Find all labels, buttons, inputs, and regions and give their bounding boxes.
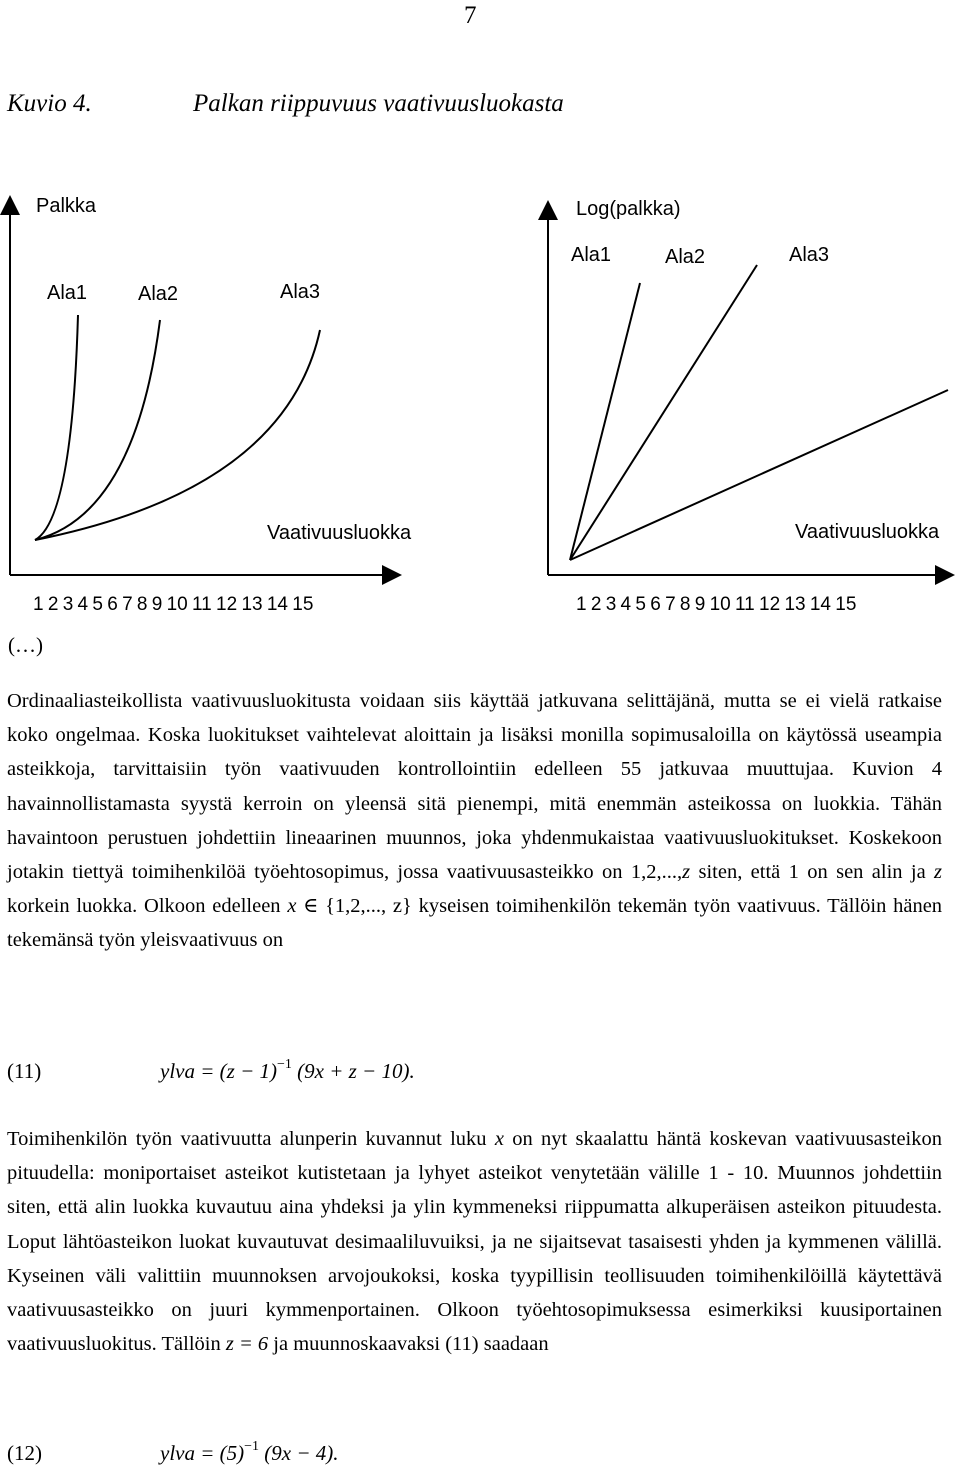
caption-title: Palkan riippuvuus vaativuusluokasta xyxy=(193,90,564,117)
top-class-z: z xyxy=(934,861,943,884)
paragraph-2-text-a: Toimihenkilön työn vaativuutta alunperin kuvannut luku xyxy=(7,1128,487,1150)
right-x-axis-label: Vaativuusluokka xyxy=(795,521,940,543)
paragraph-2-text-b: on nyt skaalattu häntä koskevan vaativuusasteikon pituudella: moniportaiset asteikot kutistetaan ja lyhyet asteikot venytetään välille 1 - 10. Muunnos johdettiin siten, että alin luokka kuvautuu aina yhdeksi ja ylin kymmeneksi riippumatta alkuperäisen asteikon pituudesta. Loput lähtöasteikon luokat kuvautuvat desimaaliluvuiksi, ja ne sijaitsevat tasaisesti yhden ja kymmenen välillä. Kyseinen väli valittiin muunnoksen arvojoukoksi, koska tyypillisin teollisuuden toimihenkilöillä käytettävä vaativuusasteikko on juuri kymmenportainen. Olkoon työehtosopimuksessa esimerkiksi kuusiportainen vaativuusluokitus. Tällöin xyxy=(7,1128,942,1356)
scale-values: 1,2,..., xyxy=(630,861,683,884)
variable-x: x xyxy=(287,895,297,918)
right-line-label-ala2: Ala2 xyxy=(665,246,706,268)
paragraph-1-cont: siten, että 1 on sen alin ja xyxy=(698,861,926,884)
right-line-label-ala3: Ala3 xyxy=(789,244,830,266)
right-line-ala1 xyxy=(570,283,640,560)
z-equals-6: z = 6 xyxy=(225,1333,269,1356)
scale-z: z xyxy=(682,861,691,884)
left-y-axis-label: Palkka xyxy=(36,195,97,217)
paragraph-1-end: kyseisen toimihenkilön tekemän työn vaativuus. Tällöin hänen tekemänsä työn yleisvaativuus on xyxy=(7,895,943,952)
set-notation: ∈ {1,2,..., z} xyxy=(303,895,412,918)
left-tick-labels: 1 2 3 4 5 6 7 8 9 10 11 12 13 14 15 xyxy=(33,594,314,615)
left-curve-label-ala3: Ala3 xyxy=(280,281,321,303)
equation-12-lhs: ylva = (5) xyxy=(160,1441,245,1465)
equation-11-lhs: ylva = (z − 1) xyxy=(160,1059,277,1083)
paragraph-2-end: ja muunnoskaavaksi (11) saadaan xyxy=(273,1333,549,1356)
paragraph-2 xyxy=(7,1122,942,1361)
paragraph-1-text: Ordinaaliasteikollista vaativuusluokitusta voidaan siis käyttää jatkuvana selittäjänä, mutta se ei vielä ratkaise koko ongelmaa. Koska luokitukset vaihtelevat aloittain ja lisäksi monilla sopimusaloilla on käytössä useampia asteikkoja, tarvittaisiin työn vaativuuden kontrollointiin edelleen 55 jatkuvaa muuttujaa. Kuvion 4 havainnollistamasta syystä kerroin on yleensä sitä pienempi, mitä enemmän asteikossa on luokkia. Tähän havaintoon perustuen johdettiin lineaarinen muunnos, joka yhdenmukaistaa vaativuusluokitukset. Koskekoon jotakin tiettyä toimihenkilöä työehtosopimus, jossa vaativuusasteikko on xyxy=(7,690,942,884)
left-curve-ala3 xyxy=(35,330,320,540)
paragraph-1 xyxy=(7,684,942,958)
omission-mark: (…) xyxy=(8,633,43,657)
left-curve-ala2 xyxy=(35,320,160,540)
figure-caption xyxy=(0,90,960,120)
page-number: 7 xyxy=(464,2,477,29)
right-tick-labels: 1 2 3 4 5 6 7 8 9 10 11 12 13 14 15 xyxy=(576,594,857,615)
equation-11-number: (11) xyxy=(7,1059,42,1083)
equation-12-rhs: (9x − 4). xyxy=(264,1441,339,1465)
equation-11-rhs: (9x + z − 10). xyxy=(297,1059,415,1083)
variable-x-2: x xyxy=(494,1128,504,1150)
right-line-ala2 xyxy=(570,265,757,560)
equation-12-exponent: −1 xyxy=(244,1439,260,1454)
equation-12-number: (12) xyxy=(7,1441,42,1465)
left-curve-ala1 xyxy=(35,315,78,540)
paragraph-1-cont2: korkein luokka. Olkoon edelleen xyxy=(7,895,281,918)
left-curve-label-ala2: Ala2 xyxy=(138,283,179,305)
equation-11 xyxy=(160,1059,415,1084)
caption-label: Kuvio 4. xyxy=(7,90,92,117)
equation-12 xyxy=(160,1441,339,1466)
left-curve-label-ala1: Ala1 xyxy=(47,282,88,304)
left-x-axis-label: Vaativuusluokka xyxy=(267,522,412,544)
equation-11-exponent: −1 xyxy=(276,1057,292,1072)
right-y-axis-label: Log(palkka) xyxy=(576,198,681,220)
right-line-label-ala1: Ala1 xyxy=(571,244,612,266)
